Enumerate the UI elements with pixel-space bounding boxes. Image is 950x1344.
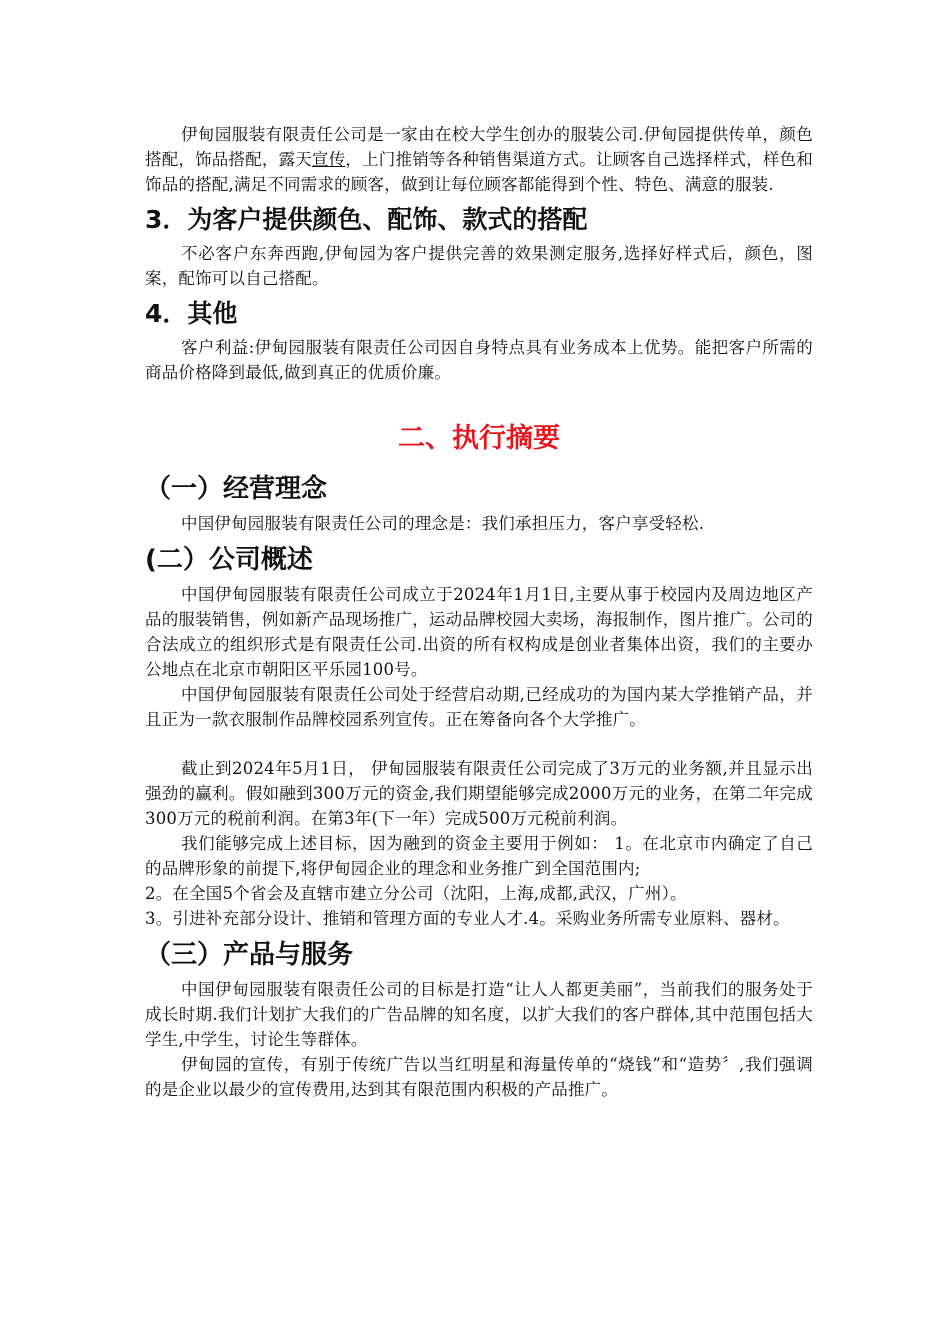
- heading-4: 4．其他: [145, 299, 238, 328]
- subsection-3-paragraph-2: 伊甸园的宣传，有别于传统广告以当红明星和海量传单的“烧钱”和“造势〞,我们强调的是企业以最少的宣传费用,达到其有限范围内积极的产品推广。: [145, 1055, 813, 1099]
- subsection-2-paragraph-2: 中国伊甸园服装有限责任公司处于经营启动期,已经成功的为国内某大学推销产品，并且正为一款衣服制作品牌校园系列宣传。正在筹备向各个大学推广。: [145, 685, 813, 729]
- subsection-2-paragraph-4b: 2。在全国5个省会及直辖市建立分公司（沈阳，上海,成都,武汉，广州）。: [145, 884, 687, 903]
- subsection-1-title: （一）经营理念: [145, 474, 328, 504]
- subsection-2-paragraph-4c: 3。引进补充部分设计、推销和管理方面的专业人才.4。采购业务所需专业原料、器材。: [145, 909, 790, 928]
- subsection-3-paragraph-1: 中国伊甸园服装有限责任公司的目标是打造“让人人都更美丽”，当前我们的服务处于成长时期.我们计划扩大我们的广告品牌的知名度，以扩大我们的客户群体,其中范围包括大学生,中学生，讨论生等群体。: [145, 980, 813, 1049]
- intro-text-a: 伊甸园服装有限责任公司是一家由在校大学生创办的服装公司.伊甸园提供传单，颜色搭配，饰品搭配，露天: [145, 125, 813, 169]
- subsection-2-paragraph-1: 中国伊甸园服装有限责任公司成立于2024年1月1日,主要从事于校园内及周边地区产品的服装销售，例如新产品现场推广，运动品牌校园大卖场，海报制作，图片推广。公司的合法成立的组织形式是有限责任公司.出资的所有权构成是创业者集体出资，我们的主要办公地点在北京市朝阳区平乐园100号。: [145, 585, 813, 679]
- subsection-2-title: (二）公司概述: [145, 545, 313, 575]
- subsection-2-paragraph-3: 截止到2024年5月1日， 伊甸园服装有限责任公司完成了3万元的业务额,并且显示出强劲的赢利。假如融到300万元的资金,我们期望能够完成2000万元的业务，在第二年完成300万元的税前利润。在第3年(下一年）完成500万元税前利润。: [145, 759, 813, 828]
- intro-text-b: ，上门推销等各种销售渠道方式。让顾客自己选择样式，样色和饰品的搭配,满足不同需求的顾客，做到让每位顾客都能得到个性、特色、满意的服装.: [145, 150, 814, 194]
- subsection-1-paragraph: 中国伊甸园服装有限责任公司的理念是：我们承担压力，客户享受轻松.: [181, 514, 705, 533]
- document-page: [145, 122, 813, 1102]
- subsection-3-title: （三）产品与服务: [145, 940, 354, 970]
- intro-link[interactable]: 宣传: [312, 150, 346, 169]
- subsection-2-paragraph-4: 我们能够完成上述目标，因为融到的资金主要用于例如： 1。在北京市内确定了自己的品牌形象的前提下,将伊甸园企业的理念和业务推广到全国范围内;: [145, 834, 813, 878]
- heading-3: 3．为客户提供颜色、配饰、款式的搭配: [145, 205, 588, 234]
- spacer: [145, 732, 813, 756]
- section-title: 二、执行摘要: [398, 423, 560, 454]
- paragraph-4: 客户利益:伊甸园服装有限责任公司因自身特点具有业务成本上优势。能把客户所需的商品价格降到最低,做到真正的优质价廉。: [145, 338, 813, 382]
- intro-paragraph: [145, 122, 813, 197]
- paragraph-3: 不必客户东奔西跑,伊甸园为客户提供完善的效果测定服务,选择好样式后，颜色，图案，配饰可以自己搭配。: [145, 244, 813, 288]
